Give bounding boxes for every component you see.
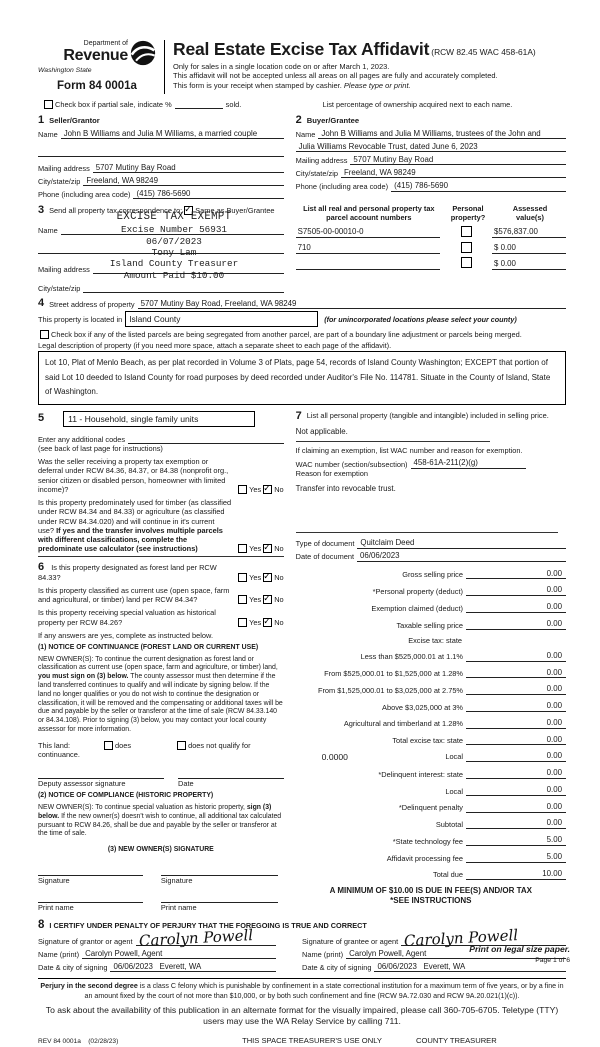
stamp-exempt-line: EXCISE TAX EXEMPT	[116, 211, 232, 224]
exemption-note: If claiming an exemption, list WAC number and reason for exemption.	[295, 446, 523, 456]
form-number: Form 84 0001a	[57, 80, 137, 93]
section-1-seller	[38, 115, 296, 199]
grantee-date-label: Date & city of signing	[302, 963, 372, 973]
tax-label: Local	[445, 786, 463, 796]
same-as-buyer-label: Same as Buyer/Grantee	[195, 206, 275, 216]
grantee-printname-field[interactable]: Carolyn Powell, Agent	[346, 949, 566, 960]
excise-tax-state-header: Excise tax: state	[408, 635, 462, 645]
new-owner-printname-field-2[interactable]	[161, 893, 278, 903]
historic-property-answer: Yes ✓ No	[236, 618, 284, 627]
tax-label: Total excise tax: state	[392, 736, 463, 746]
alternate-format-note: To ask about the availability of this publication in an alternate format for the visually impaired, please call 360-705-6705. Teletype (TTY) users may use the WA Relay Service by calling 711.	[45, 1004, 559, 1026]
exemption-claimed-field[interactable]: 0.00	[466, 602, 566, 613]
agricultural-tax-field[interactable]: 0.00	[466, 718, 566, 729]
seller-phone-label: Phone (including area code)	[38, 190, 131, 200]
tax-label: Subtotal	[435, 820, 463, 830]
seller-name-field[interactable]: John B Williams and Julia M Williams, a married couple	[61, 129, 284, 140]
grantee-signature: Carolyn Powell	[403, 925, 519, 950]
this-land-label: This land:	[38, 740, 71, 750]
doc-date-field[interactable]: 06/06/2023	[357, 551, 566, 562]
section-4-number: 4	[38, 297, 45, 310]
new-owner-printname-row	[38, 893, 284, 912]
new-owner-printname-field-1[interactable]	[38, 893, 143, 903]
print-note-block	[469, 944, 570, 965]
buyer-name-field[interactable]: John B Williams and Julia M Williams, trustees of the John and	[318, 129, 566, 140]
tax-label: *Delinquent penalty	[398, 803, 463, 813]
tax-label: Local	[445, 751, 463, 761]
buyer-city-field[interactable]: Freeland, WA 98249	[341, 168, 566, 179]
tax-label: Exemption claimed (deduct)	[371, 603, 463, 613]
perjury-statement: Perjury in the second degree is a class C felony which is punishable by confinement in a state correctional institution for a maximum term of five years, or by a fine in an amount fixed by the court of not more than $10,000, or by both such confinement and fine (RCW 9A.72.030 and RCW 9A.20.021(1)(c)).	[40, 982, 564, 1000]
stamp-treasurer-name: Tony Lam	[151, 247, 197, 258]
tax-label: Agricultural and timberland at 1.28%	[343, 719, 463, 729]
timber-no-checkbox[interactable]	[263, 544, 272, 553]
correspondence-label: Send all property tax correspondence to:	[49, 206, 183, 216]
does-label: does	[115, 740, 132, 750]
parcel-number-field[interactable]: 710	[296, 243, 440, 254]
section-5-number: 5	[38, 412, 45, 425]
section-6-land-designation	[38, 562, 284, 913]
land-qualify-row	[38, 741, 284, 750]
signature-label: Signature	[38, 875, 70, 885]
historic-yes-checkbox[interactable]	[238, 618, 247, 627]
washington-state-label: Washington State	[38, 67, 92, 74]
tax-label: From $525,000.01 to $1,525,000 at 1.28%	[324, 669, 463, 679]
partial-sale-checkbox[interactable]	[44, 100, 53, 109]
notice-continuance-body: NEW OWNER(S): To continue the current designation as forest land or classification as current use (open space, farm and agriculture, or timber) land, you must sign on (3) below. The county assessor must then determine if the land transferred continues to qualify and will indicate by signing below. If the land no longer qualifies or you do not wish to continue the designation or classification, it will be removed and the compensating or additional taxes will be due and payable by the seller or transferor at the time of sale (RCW 84.33.140 or 84.34.108). Prior to signing (3) below, you may contact your local county assessor for more information.	[38, 655, 283, 733]
personal-property-field[interactable]: Not applicable.	[295, 426, 348, 436]
wac-number-field[interactable]: 458-61A-211(2)(g)	[411, 458, 526, 469]
parcel-row	[296, 257, 566, 269]
parcel-col-header: List all real and personal property tax parcel account numbers	[303, 204, 435, 222]
if-any-yes-note: If any answers are yes, complete as instructed below.	[38, 630, 213, 640]
exemption-yes-checkbox[interactable]	[238, 485, 247, 494]
legal-description-label: Legal description of property (if you need more space, attach a separate sheet to each page of the affidavit).	[38, 341, 392, 351]
new-owner-signature-field-2[interactable]	[161, 866, 278, 876]
grantor-date-label: Date & city of signing	[38, 963, 108, 973]
assessed-value-field[interactable]: $576,837.00	[492, 227, 566, 238]
county-treasurer-label: COUNTY TREASURER	[416, 1036, 497, 1046]
print-name-label: Print name	[160, 902, 197, 912]
stamp-amount-paid: Amount Paid $10.00	[123, 269, 225, 281]
additional-codes-note: (see back of last page for instructions)	[38, 443, 163, 453]
buyer-phone-label: Phone (including area code)	[295, 182, 389, 192]
sold-label: sold.	[225, 99, 242, 109]
timber-yes-checkbox[interactable]	[238, 544, 247, 553]
partial-sale-label: Check box if partial sale, indicate %	[55, 99, 172, 109]
new-owner-signature-title: (3) NEW OWNER(S) SIGNATURE	[107, 846, 214, 854]
personal-property-checkbox[interactable]	[461, 226, 472, 237]
buyer-mailing-label: Mailing address	[295, 156, 348, 166]
land-use-code-field[interactable]: 11 - Household, single family units	[63, 411, 255, 428]
header-notes	[173, 62, 566, 91]
current-use-question: Is this property classified as current use (open space, farm and agricultural, or timber) land per RCW 84.34?	[38, 585, 230, 605]
stamp-date: 06/07/2023	[146, 235, 202, 247]
land-does-not-checkbox[interactable]	[177, 741, 186, 750]
reason-exemption-field[interactable]: Transfer into revocable trust.	[295, 484, 396, 494]
assessed-value-col-header: Assessed value(s)	[512, 204, 548, 222]
taxable-selling-price-field[interactable]: 0.00	[466, 619, 566, 630]
grantor-printname-label: Name (print)	[38, 950, 80, 960]
grantor-signature: Carolyn Powell	[138, 925, 254, 950]
section-2-title: Buyer/Grantee	[306, 116, 360, 126]
land-does-checkbox[interactable]	[104, 741, 113, 750]
print-name-label: Print name	[38, 902, 74, 912]
parcel-number-field[interactable]: S7505-00-00010-0	[296, 227, 440, 238]
seller-city-label: City/state/zip	[38, 177, 81, 187]
buyer-city-label: City/state/zip	[295, 169, 338, 179]
historic-no-checkbox[interactable]	[263, 618, 272, 627]
parcel-row	[296, 242, 566, 254]
personal-property-checkbox[interactable]	[461, 257, 472, 268]
grantor-signature-field[interactable]	[136, 925, 277, 950]
tax-label: *State technology fee	[392, 836, 463, 846]
delinquent-interest-state-field[interactable]: 0.00	[466, 768, 566, 779]
tier1-tax-field[interactable]: 0.00	[466, 651, 566, 662]
continuance-label: continuance.	[38, 749, 80, 759]
header-note-1: Only for sales in a single location code on or after March 1, 2023.	[173, 61, 390, 71]
forest-land-question: 6 Is this property designated as forest land per RCW 84.33?	[38, 560, 217, 582]
page-title: Real Estate Excise Tax Affidavit	[173, 39, 430, 59]
county-select[interactable]: Island County	[125, 311, 318, 327]
local-rate-value: 0.0000	[321, 751, 348, 762]
correspondence-name-label: Name	[38, 225, 58, 235]
section-3-correspondence	[38, 205, 296, 293]
header-divider	[164, 40, 165, 94]
current-use-yes-checkbox[interactable]	[238, 595, 247, 604]
tax-label: From $1,525,000.01 to $3,025,000 at 2.75%	[317, 685, 463, 695]
correspondence-mailing-label: Mailing address	[38, 264, 90, 274]
section-5-use-code	[38, 411, 284, 557]
buyer-phone-field[interactable]: (415) 786-5690	[391, 181, 566, 192]
divider	[296, 441, 491, 442]
seller-name-label: Name	[38, 129, 58, 139]
deputy-assessor-row	[38, 769, 284, 788]
additional-codes-label: Enter any additional codes	[38, 434, 126, 444]
personal-property-col-header: Personal property?	[450, 204, 486, 222]
buyer-name-label: Name	[295, 129, 316, 139]
local-tax-field[interactable]: 0.00	[466, 751, 566, 762]
minimum-due-note: A MINIMUM OF $10.00 IS DUE IN FEE(S) AND/OR TAX *SEE INSTRUCTIONS	[329, 885, 533, 906]
section-7-number: 7	[295, 409, 302, 422]
dor-logo-icon	[130, 40, 156, 66]
forest-yes-checkbox[interactable]	[238, 573, 247, 582]
section-3-number: 3	[38, 204, 45, 217]
section-4-property	[38, 298, 566, 404]
section-1-number: 1	[38, 114, 45, 127]
county-select-note: (for unincorporated locations please select your county)	[324, 314, 517, 324]
signature-label: Signature	[160, 875, 193, 885]
partial-sale-percent-field[interactable]	[175, 108, 223, 109]
exemption-no-checkbox[interactable]	[263, 485, 272, 494]
treasurer-use-only-label: THIS SPACE TREASURER'S USE ONLY	[242, 1036, 382, 1046]
ownership-percentage-note: List percentage of ownership acquired next to each name.	[322, 99, 513, 109]
tax-label: Less than $525,000.01 at 1.1%	[360, 652, 463, 662]
new-owner-signature-field-1[interactable]	[38, 866, 143, 876]
wac-number-label: WAC number (section/subsection)	[295, 459, 408, 469]
current-use-answer: Yes ✓ No	[236, 595, 284, 604]
tier2-tax-field[interactable]: 0.00	[466, 668, 566, 679]
affidavit-processing-fee-field[interactable]: 5.00	[466, 852, 566, 863]
personal-property-checkbox[interactable]	[461, 242, 472, 253]
grantor-date-field[interactable]: 06/06/2023 Everett, WA	[110, 962, 276, 973]
header-note-3: This form is your receipt when stamped by cashier. Please type or print.	[173, 81, 411, 90]
tax-exemption-answer: Yes ✓ No	[236, 485, 284, 494]
seller-name-overflow-field[interactable]	[38, 146, 284, 157]
notice-continuance-title: (1) NOTICE OF CONTINUANCE (FOREST LAND OR CURRENT USE)	[38, 644, 259, 652]
correspondence-city-label: City/state/zip	[38, 284, 81, 294]
parcel-table	[296, 205, 566, 293]
forest-no-checkbox[interactable]	[263, 573, 272, 582]
current-use-no-checkbox[interactable]	[263, 595, 272, 604]
grantee-printname-label: Name (print)	[302, 950, 344, 960]
footer	[38, 978, 566, 1046]
tax-label: *Personal property (deduct)	[372, 586, 463, 596]
delinquent-penalty-field[interactable]: 0.00	[466, 802, 566, 813]
subtotal-field[interactable]: 0.00	[466, 818, 566, 829]
stamp-treasurer-title: Island County Treasurer	[109, 258, 239, 270]
assessed-value-field[interactable]: $ 0.00	[492, 259, 566, 270]
gross-selling-price-field[interactable]: 0.00	[466, 569, 566, 580]
excise-tax-computation	[296, 569, 566, 908]
timber-answer: Yes ✓ No	[236, 544, 284, 553]
stamp-excise-number: Excise Number 56931	[120, 224, 227, 236]
assessed-value-field[interactable]: $ 0.00	[492, 243, 566, 254]
located-in-label: This property is located in	[38, 314, 123, 324]
seller-mailing-field[interactable]: 5707 Mutiny Bay Road	[93, 163, 284, 174]
tax-label: Total due	[433, 870, 463, 880]
timber-question: Is this property predominately used for timber (as classified under RCW 84.34 and 84.33) or agriculture (as classified under RCW 84.34.020) and will continue in it's current use? If yes and the transfer involves multiple parcels with different classifications, complete the predominate use calculator (see instructions)	[38, 498, 232, 554]
new-owner-signature-row	[38, 866, 284, 885]
tax-label: Taxable selling price	[396, 620, 463, 630]
treasurer-stamp	[64, 211, 284, 281]
doc-type-label: Type of document	[295, 539, 355, 549]
deputy-date-field[interactable]	[178, 769, 284, 779]
print-legal-size-note: Print on legal size paper.	[469, 944, 570, 954]
correspondence-city-field[interactable]	[83, 283, 283, 294]
header-note-2: This affidavit will not be accepted unless all areas on all pages are fully and accurately completed.	[173, 71, 498, 81]
partial-sale-row	[42, 100, 566, 109]
title-rcw-ref: (RCW 82.45 WAC 458-61A)	[431, 47, 536, 57]
dor-logo-block	[38, 40, 164, 94]
reason-exemption-label: Reason for exemption	[295, 468, 368, 478]
legal-description-field[interactable]: Lot 10, Plat of Menlo Beach, as per plat recorded in Volume 3 of Plats, page 54, records of Island County Washington; EXCEPT that portion of said Lot 10 deeded to Island County for road purposes by deed recorded under Auditor's File No. 114781. Situate in the County of Island, State of Washington.	[38, 351, 566, 404]
certify-statement: I CERTIFY UNDER PENALTY OF PERJURY THAT THE FOREGOING IS TRUE AND CORRECT	[49, 921, 367, 931]
deputy-signature-field[interactable]	[38, 769, 164, 779]
forest-land-answer: Yes ✓ No	[236, 573, 284, 582]
personal-property-deduct-field[interactable]: 0.00	[466, 585, 566, 596]
section-1-title: Seller/Grantor	[49, 116, 100, 126]
buyer-mailing-field[interactable]: 5707 Mutiny Bay Road	[350, 155, 566, 166]
grantor-signature-block	[38, 925, 302, 973]
parcel-row	[296, 226, 566, 238]
parcel-number-field[interactable]	[296, 259, 440, 270]
segregated-checkbox[interactable]	[40, 330, 49, 339]
deputy-date-label: Date	[178, 779, 194, 789]
additional-codes-field[interactable]	[128, 433, 284, 444]
tax-label: Gross selling price	[402, 570, 463, 580]
tax-exemption-question: Was the seller receiving a property tax exemption or deferral under RCW 84.36, 84.37, or 84.38 (nonprofit org., senior citizen or disabled person, homeowner with limited income)?	[38, 457, 229, 494]
section-8-number: 8	[38, 919, 45, 932]
state-technology-fee-field[interactable]: 5.00	[466, 835, 566, 846]
section-2-number: 2	[295, 114, 302, 127]
street-address-field[interactable]: 5707 Mutiny Bay Road, Freeland, WA 98249	[138, 299, 566, 310]
tax-label: *Delinquent interest: state	[378, 769, 463, 779]
divider	[296, 532, 558, 533]
doc-type-field[interactable]: Quitclaim Deed	[357, 538, 566, 549]
dept-of-label: Department of	[83, 40, 128, 47]
doc-date-label: Date of document	[295, 552, 354, 562]
deputy-signature-label: Deputy assessor signature	[38, 779, 126, 789]
page-number: Page 1 of 6	[535, 956, 570, 964]
seller-mailing-label: Mailing address	[38, 164, 90, 174]
tax-label: Affidavit processing fee	[386, 853, 463, 863]
agency-name: Revenue	[63, 46, 128, 64]
does-not-label: does not qualify for	[188, 740, 251, 750]
rev-form-id: REV 84 0001a (02/28/23)	[38, 1038, 119, 1046]
seller-city-field[interactable]: Freeland, WA 98249	[83, 176, 283, 187]
notice-compliance-body: NEW OWNER(S): To continue special valuation as historic property, sign (3) below. If the new owner(s) doesn't wish to continue, all additional tax calculated pursuant to RCW 84.26, shall be due and payable by the seller or transferor at the time of sale.	[38, 803, 282, 838]
grantee-date-field[interactable]: 06/06/2023 Everett, WA	[374, 962, 566, 973]
street-address-label: Street address of property	[49, 300, 135, 310]
grantee-signature-label: Signature of grantee or agent	[302, 936, 399, 946]
grantor-printname-field[interactable]: Carolyn Powell, Agent	[82, 949, 276, 960]
total-due-field[interactable]: 10.00	[466, 869, 566, 880]
personal-property-label: List all personal property (tangible and intangible) included in selling price.	[306, 410, 549, 420]
form-header	[38, 40, 566, 94]
tier3-tax-field[interactable]: 0.00	[466, 684, 566, 695]
buyer-name-field-line2[interactable]: Julia Williams Revocable Trust, dated June 6, 2023	[296, 142, 566, 153]
total-state-tax-field[interactable]: 0.00	[466, 735, 566, 746]
grantor-signature-label: Signature of grantor or agent	[38, 936, 133, 946]
delinquent-interest-local-field[interactable]: 0.00	[466, 785, 566, 796]
segregated-label: Check box if any of the listed parcels are being segregated from another parcel, are part of a boundary line adjustment or parcels being merged.	[51, 329, 522, 339]
seller-phone-field[interactable]: (415) 786-5690	[133, 189, 283, 200]
section-2-buyer	[296, 115, 566, 199]
historic-property-question: Is this property receiving special valuation as historical property per RCW 84.26?	[38, 608, 216, 627]
notice-compliance-title: (2) NOTICE OF COMPLIANCE (HISTORIC PROPERTY)	[38, 792, 214, 800]
tax-label: Above $3,025,000 at 3%	[382, 702, 463, 712]
tier4-tax-field[interactable]: 0.00	[466, 701, 566, 712]
section-7-personal-property	[296, 411, 566, 562]
